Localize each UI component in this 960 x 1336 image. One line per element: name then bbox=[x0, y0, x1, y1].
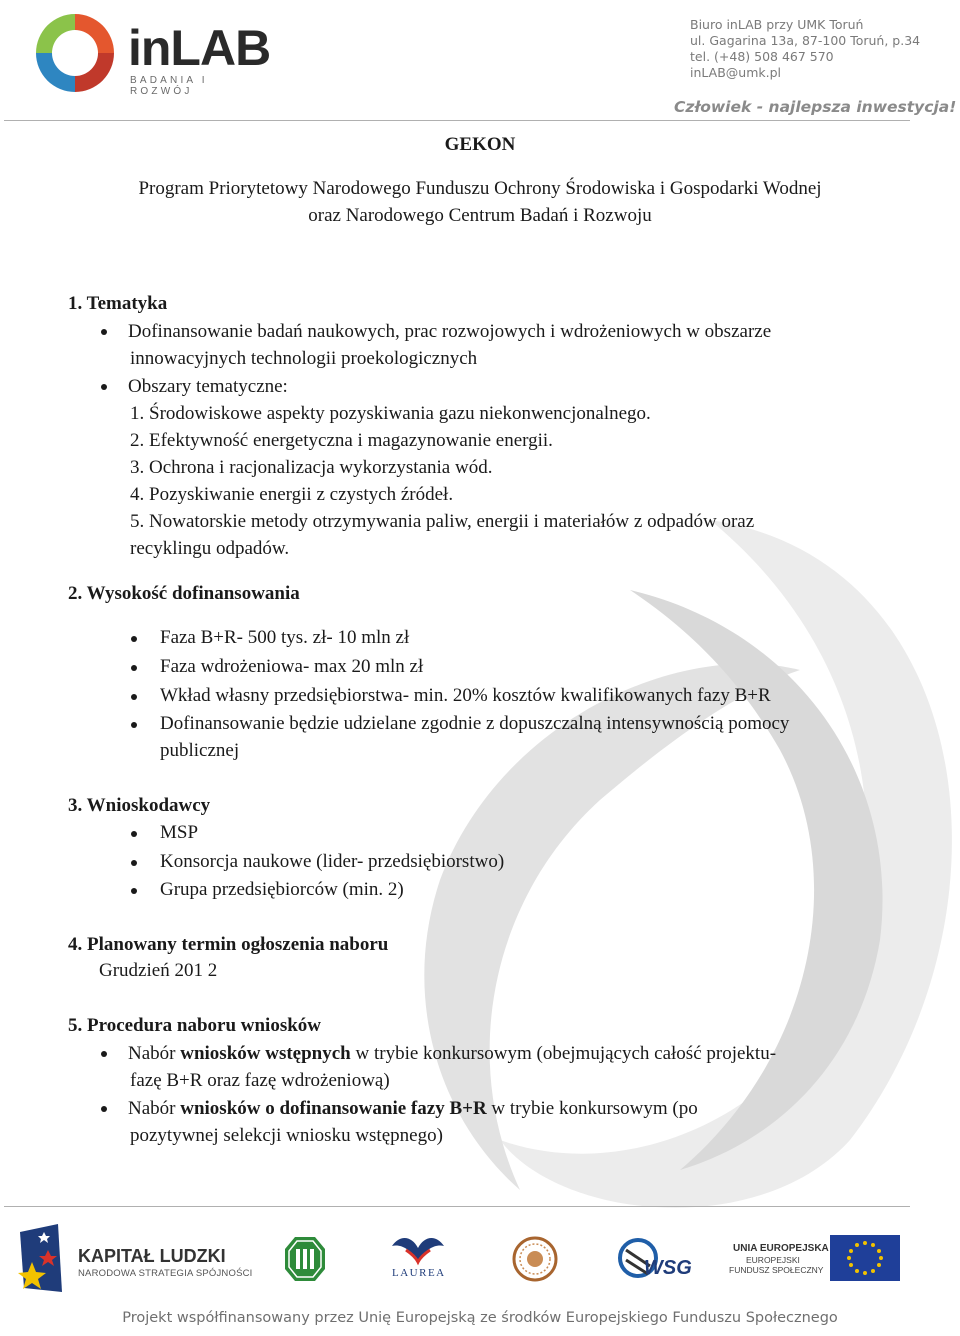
kapital-ludzki-subtitle: NARODOWA STRATEGIA SPÓJNOŚCI bbox=[78, 1268, 253, 1279]
doc-subtitle-line: Program Priorytetowy Narodowego Funduszu Ochrony Środowiska i Gospodarki Wodnej bbox=[138, 178, 822, 199]
bullet bbox=[131, 888, 137, 894]
section-heading: 1. Tematyka bbox=[68, 293, 168, 314]
list-item: Obszary tematyczne: bbox=[128, 376, 288, 397]
list-item: Grupa przedsiębiorców (min. 2) bbox=[160, 879, 404, 900]
text-run: w trybie konkursowym (obejmujących całość projektu- bbox=[350, 1043, 777, 1064]
area-item: 5. Nowatorskie metody otrzymywania paliw, energii i materiałów z odpadów oraz bbox=[130, 511, 755, 532]
university-seal-icon bbox=[512, 1236, 558, 1282]
kapital-ludzki-star-icon bbox=[18, 1222, 64, 1294]
list-item bbox=[128, 1098, 698, 1120]
doc-title: GEKON bbox=[444, 134, 516, 155]
eu-label-line: FUNDUSZ SPOŁECZNY bbox=[729, 1265, 824, 1275]
bullet bbox=[101, 329, 107, 335]
section-heading: 5. Procedura naboru wniosków bbox=[68, 1015, 322, 1036]
address-line: Biuro inLAB przy UMK Toruń bbox=[690, 17, 864, 32]
cofinancing-note: Projekt współfinansowany przez Unię Europejską ze środków Europejskiego Funduszu Społecznego bbox=[122, 1310, 838, 1326]
slogan: Człowiek - najlepsza inwestycja! bbox=[674, 98, 957, 116]
bullet bbox=[131, 636, 137, 642]
bullet bbox=[101, 384, 107, 390]
address-line: ul. Gagarina 13a, 87-100 Toruń, p.34 bbox=[690, 33, 921, 48]
wsg-logo-icon bbox=[618, 1236, 692, 1282]
bullet bbox=[101, 1051, 107, 1057]
section-heading: 2. Wysokość dofinansowania bbox=[68, 583, 300, 604]
list-item: Faza wdrożeniowa- max 20 mln zł bbox=[160, 656, 424, 677]
section-heading: 4. Planowany termin ogłoszenia naboru bbox=[68, 934, 389, 955]
section-heading: 3. Wnioskodawcy bbox=[68, 795, 211, 816]
area-item: 3. Ochrona i racjonalizacja wykorzystania wód. bbox=[130, 457, 493, 478]
bullet bbox=[131, 665, 137, 671]
office-address bbox=[690, 17, 920, 81]
address-line: tel. (+48) 508 467 570 bbox=[690, 49, 834, 64]
text-run: Nabór bbox=[128, 1043, 181, 1064]
bullet bbox=[131, 860, 137, 866]
list-item-cont: publicznej bbox=[160, 740, 240, 761]
list-item-cont: fazę B+R oraz fazę wdrożeniową) bbox=[130, 1070, 390, 1091]
area-item-cont: recyklingu odpadów. bbox=[130, 538, 290, 559]
list-item: Dofinansowanie będzie udzielane zgodnie z dopuszczalną intensywnością pomocy bbox=[160, 713, 790, 734]
list-item-cont: pozytywnej selekcji wniosku wstępnego) bbox=[130, 1125, 443, 1146]
inlab-ring-icon bbox=[30, 8, 120, 98]
inlab-logo bbox=[30, 8, 270, 98]
deadline-text: Grudzień 201 2 bbox=[99, 960, 218, 981]
emphasis-text: wniosków wstępnych bbox=[180, 1043, 351, 1064]
area-item: 2. Efektywność energetyczna i magazynowanie energii. bbox=[130, 430, 553, 451]
list-item: Dofinansowanie badań naukowych, prac rozwojowych i wdrożeniowych w obszarze bbox=[128, 321, 772, 342]
list-item: MSP bbox=[160, 822, 199, 843]
footer-divider bbox=[4, 1206, 910, 1207]
logo-wordmark: inLAB bbox=[128, 20, 271, 76]
ptf-logo-icon bbox=[285, 1237, 325, 1281]
logo-tagline: BADANIA I ROZWÓJ bbox=[130, 75, 208, 97]
list-item-cont: innowacyjnych technologii proekologicznych bbox=[130, 348, 478, 369]
svg-text:WSG: WSG bbox=[644, 1257, 692, 1279]
text-run: w trybie konkursowym (po bbox=[486, 1098, 698, 1119]
area-item: 1. Środowiskowe aspekty pozyskiwania gazu niekonwencjonalnego. bbox=[130, 403, 651, 424]
list-item: Faza B+R- 500 tys. zł- 10 mln zł bbox=[160, 627, 410, 648]
bullet bbox=[131, 722, 137, 728]
header-divider bbox=[4, 120, 910, 121]
kapital-ludzki-title: KAPITAŁ LUDZKI bbox=[78, 1246, 226, 1266]
eu-label-line: UNIA EUROPEJSKA bbox=[733, 1243, 829, 1254]
bullet bbox=[131, 694, 137, 700]
bullet bbox=[101, 1106, 107, 1112]
eu-label-line: EUROPEJSKI bbox=[746, 1255, 800, 1265]
list-item: Wkład własny przedsiębiorstwa- min. 20% kosztów kwalifikowanych fazy B+R bbox=[160, 685, 771, 706]
list-item: Konsorcja naukowe (lider- przedsiębiorstwo) bbox=[160, 851, 505, 872]
laurea-logo-icon bbox=[390, 1234, 446, 1266]
laurea-wordmark: LAUREA bbox=[392, 1267, 446, 1279]
eu-flag-icon bbox=[830, 1235, 900, 1281]
emphasis-text: wniosków o dofinansowanie fazy B+R bbox=[180, 1098, 487, 1119]
address-line: inLAB@umk.pl bbox=[690, 65, 781, 80]
bullet bbox=[131, 831, 137, 837]
doc-subtitle-line: oraz Narodowego Centrum Badań i Rozwoju bbox=[308, 205, 652, 226]
area-item: 4. Pozyskiwanie energii z czystych źródeł. bbox=[130, 484, 454, 505]
list-item bbox=[128, 1043, 776, 1065]
text-run: Nabór bbox=[128, 1098, 181, 1119]
